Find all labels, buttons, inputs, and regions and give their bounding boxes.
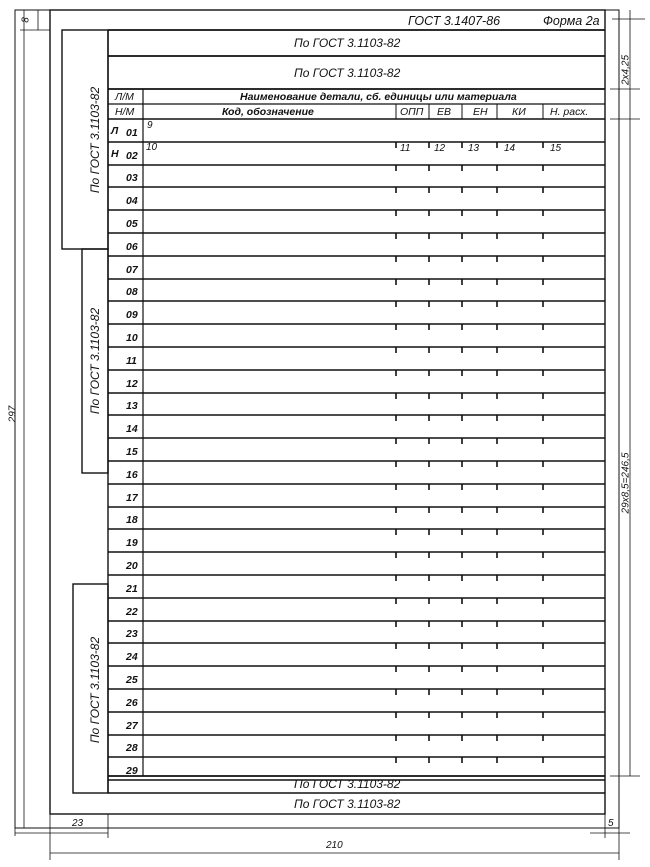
col-number-10: 10: [146, 142, 158, 153]
row-number: 21: [126, 583, 138, 595]
row-number: 18: [126, 514, 138, 526]
dim-header-height: 2x4,25: [620, 54, 632, 86]
side-label-1: По ГОСТ 3.1103-82: [88, 86, 102, 194]
row-number: 07: [126, 264, 138, 276]
row-number: 08: [126, 286, 138, 298]
row-number: 19: [126, 537, 138, 549]
row-letter-h: Н: [111, 148, 119, 160]
nm-label: Н/М: [115, 106, 135, 118]
dim-rows-height: 29x8,5=246,5: [620, 452, 632, 514]
row-letter-l: Л: [111, 125, 119, 137]
row-number: 12: [126, 378, 138, 390]
row-number: 09: [126, 309, 138, 321]
ref-block-2: По ГОСТ 3.1103-82: [294, 66, 401, 80]
code-header: Код, обозначение: [222, 106, 314, 118]
row-number: 28: [126, 742, 138, 754]
col-number-13: 13: [468, 143, 480, 154]
row-number: 11: [126, 355, 137, 367]
row-number: 05: [126, 218, 138, 230]
row-number: 13: [126, 400, 138, 412]
col-header-en: ЕН: [473, 106, 488, 118]
col-number-14: 14: [504, 143, 516, 154]
row-number: 04: [126, 195, 138, 207]
ref-block-1: По ГОСТ 3.1103-82: [294, 36, 401, 50]
col-header-nrash: Н. расх.: [550, 106, 589, 118]
side-label-2: По ГОСТ 3.1103-82: [88, 307, 102, 415]
row-number: 29: [126, 765, 138, 777]
page-outline: [15, 10, 619, 828]
row-number: 27: [126, 720, 138, 732]
col-number-15: 15: [550, 143, 562, 154]
row-number: 20: [126, 560, 138, 572]
col-number-12: 12: [434, 143, 446, 154]
name-header: Наименование детали, сб. единицы или материала: [240, 91, 517, 103]
col-number-11: 11: [400, 143, 411, 154]
form-number: Форма 2а: [543, 14, 600, 28]
row-number: 24: [126, 651, 138, 663]
dim-top-margin: 8: [20, 17, 32, 23]
col-number-9: 9: [147, 120, 153, 131]
lm-label: Л/М: [115, 91, 134, 103]
ref-block-3: По ГОСТ 3.1103-82: [294, 777, 401, 791]
row-number: 06: [126, 241, 138, 253]
col-header-ev: ЕВ: [437, 106, 452, 118]
dim-right-margin: 5: [608, 818, 614, 829]
row-number: 15: [126, 446, 138, 458]
row-number: 22: [126, 606, 138, 618]
row-number: 23: [126, 628, 138, 640]
row-number: 01: [126, 127, 138, 139]
row-number: 26: [126, 697, 138, 709]
row-number: 16: [126, 469, 138, 481]
dim-left-margin: 23: [72, 818, 84, 829]
row-number: 25: [126, 674, 138, 686]
row-number: 14: [126, 423, 138, 435]
row-number: 17: [126, 492, 138, 504]
standard-code: ГОСТ 3.1407-86: [408, 14, 501, 28]
ref-block-4: По ГОСТ 3.1103-82: [294, 797, 401, 811]
side-label-3: По ГОСТ 3.1103-82: [88, 636, 102, 744]
row-number: 10: [126, 332, 138, 344]
col-header-opp: ОПП: [400, 106, 424, 118]
row-number: 02: [126, 150, 138, 162]
dim-page-width: 210: [326, 840, 343, 851]
row-number: 03: [126, 172, 138, 184]
dim-page-height: 297: [7, 405, 19, 423]
col-header-ki: КИ: [512, 106, 526, 118]
